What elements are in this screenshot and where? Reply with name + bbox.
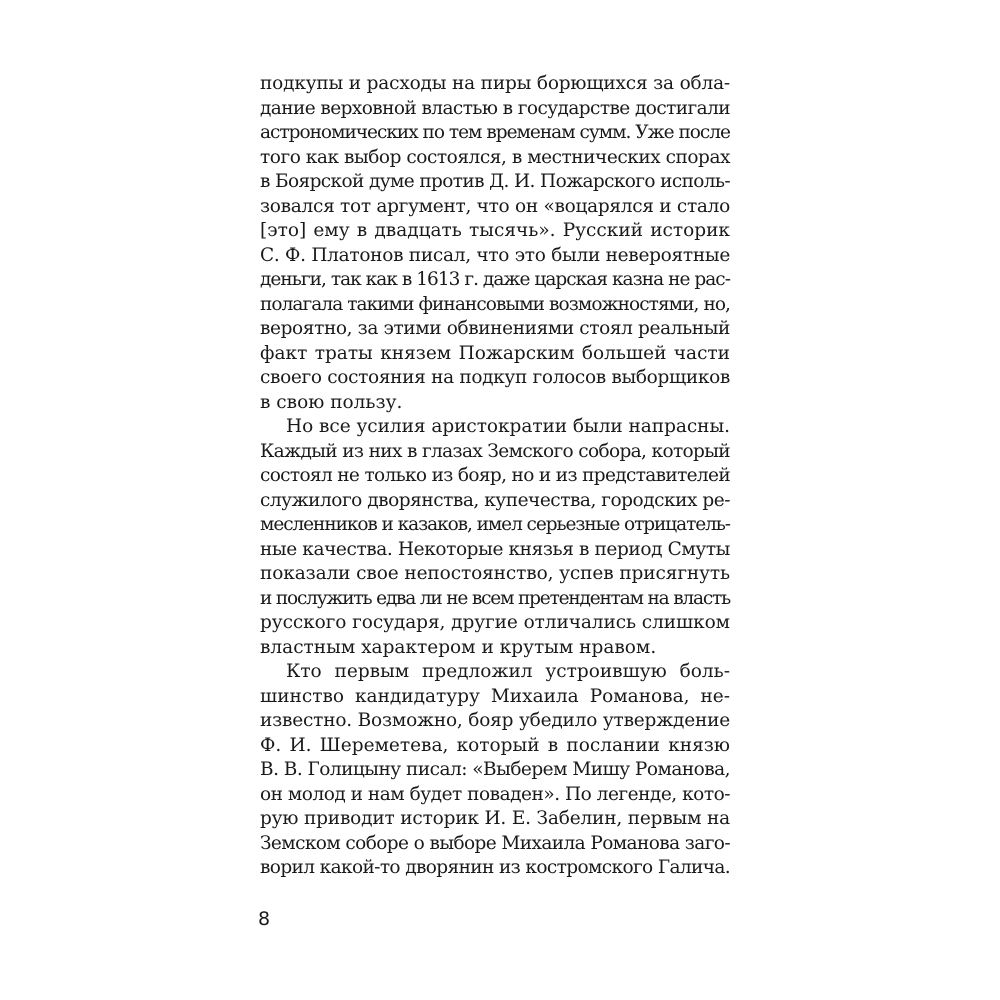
text-line: властным характером и крутым нравом. bbox=[260, 636, 657, 658]
text-line: рую приводит историк И. Е. Забелин, первым на bbox=[260, 808, 730, 829]
text-line: Земском соборе о выборе Михаила Романова заго- bbox=[260, 832, 730, 854]
text-line: служилого дворянства, купечества, городских ре- bbox=[260, 489, 730, 511]
text-line: состоял не только из бояр, но и из представителей bbox=[260, 465, 730, 486]
text-line: Каждый из них в глазах Земского собора, который bbox=[260, 440, 730, 462]
paragraph-3 bbox=[260, 660, 730, 881]
text-line: деньги, так как в 1613 г. даже царская казна не рас- bbox=[260, 269, 730, 290]
paragraph-1 bbox=[260, 72, 730, 415]
text-line: показали свое непостоянство, успев присягнуть bbox=[260, 563, 730, 584]
page-body bbox=[260, 72, 730, 881]
text-line: в свою пользу. bbox=[260, 391, 403, 413]
text-line: ворил какой-то дворянин из костромского Галича. bbox=[260, 857, 730, 878]
text-line: Кто первым предложил устроившую боль- bbox=[286, 661, 730, 682]
text-line: В. В. Голицыну писал: «Выберем Мишу Романова, bbox=[260, 759, 730, 780]
text-line: и послужить едва ли не всем претендентам на власть bbox=[260, 587, 730, 609]
text-line: русского государя, другие отличались слишком bbox=[260, 612, 730, 633]
page-number: 8 bbox=[258, 908, 271, 930]
text-line: Но все усилия аристократии были напрасны. bbox=[286, 416, 730, 437]
text-line: подкупы и расходы на пиры борющихся за обла- bbox=[260, 73, 730, 94]
text-line: полагала такими финансовыми возможностями, но, bbox=[260, 293, 730, 315]
text-line: ные качества. Некоторые князья в период Смуты bbox=[260, 538, 730, 560]
text-line: он молод и нам будет поваден». По легенде, кото- bbox=[260, 783, 730, 805]
text-line: вероятно, за этими обвинениями стоял реальный bbox=[260, 318, 730, 339]
text-line: своего состояния на подкуп голосов выборщиков bbox=[260, 367, 730, 388]
text-line: факт траты князем Пожарским большей части bbox=[260, 342, 730, 364]
text-line: С. Ф. Платонов писал, что это были невероятные bbox=[260, 244, 730, 266]
text-line: [это] ему в двадцать тысячь». Русский историк bbox=[260, 220, 730, 241]
text-line: шинство кандидатуру Михаила Романова, не- bbox=[260, 685, 730, 707]
text-line: известно. Возможно, бояр убедило утверждение bbox=[260, 710, 730, 731]
text-line: того как выбор состоялся, в местнических спорах bbox=[260, 146, 730, 168]
text-line: зовался тот аргумент, что он «воцарялся и стало bbox=[260, 195, 730, 217]
text-line: месленников и казаков, имел серьезные отрицатель- bbox=[260, 514, 730, 535]
text-line: астрономических по тем временам сумм. Уже после bbox=[260, 122, 730, 143]
text-line: в Боярской думе против Д. И. Пожарского исполь- bbox=[260, 171, 730, 192]
text-line: Ф. И. Шереметева, который в послании князю bbox=[260, 734, 730, 756]
paragraph-2 bbox=[260, 415, 730, 660]
text-line: дание верховной властью в государстве достигали bbox=[260, 97, 730, 119]
